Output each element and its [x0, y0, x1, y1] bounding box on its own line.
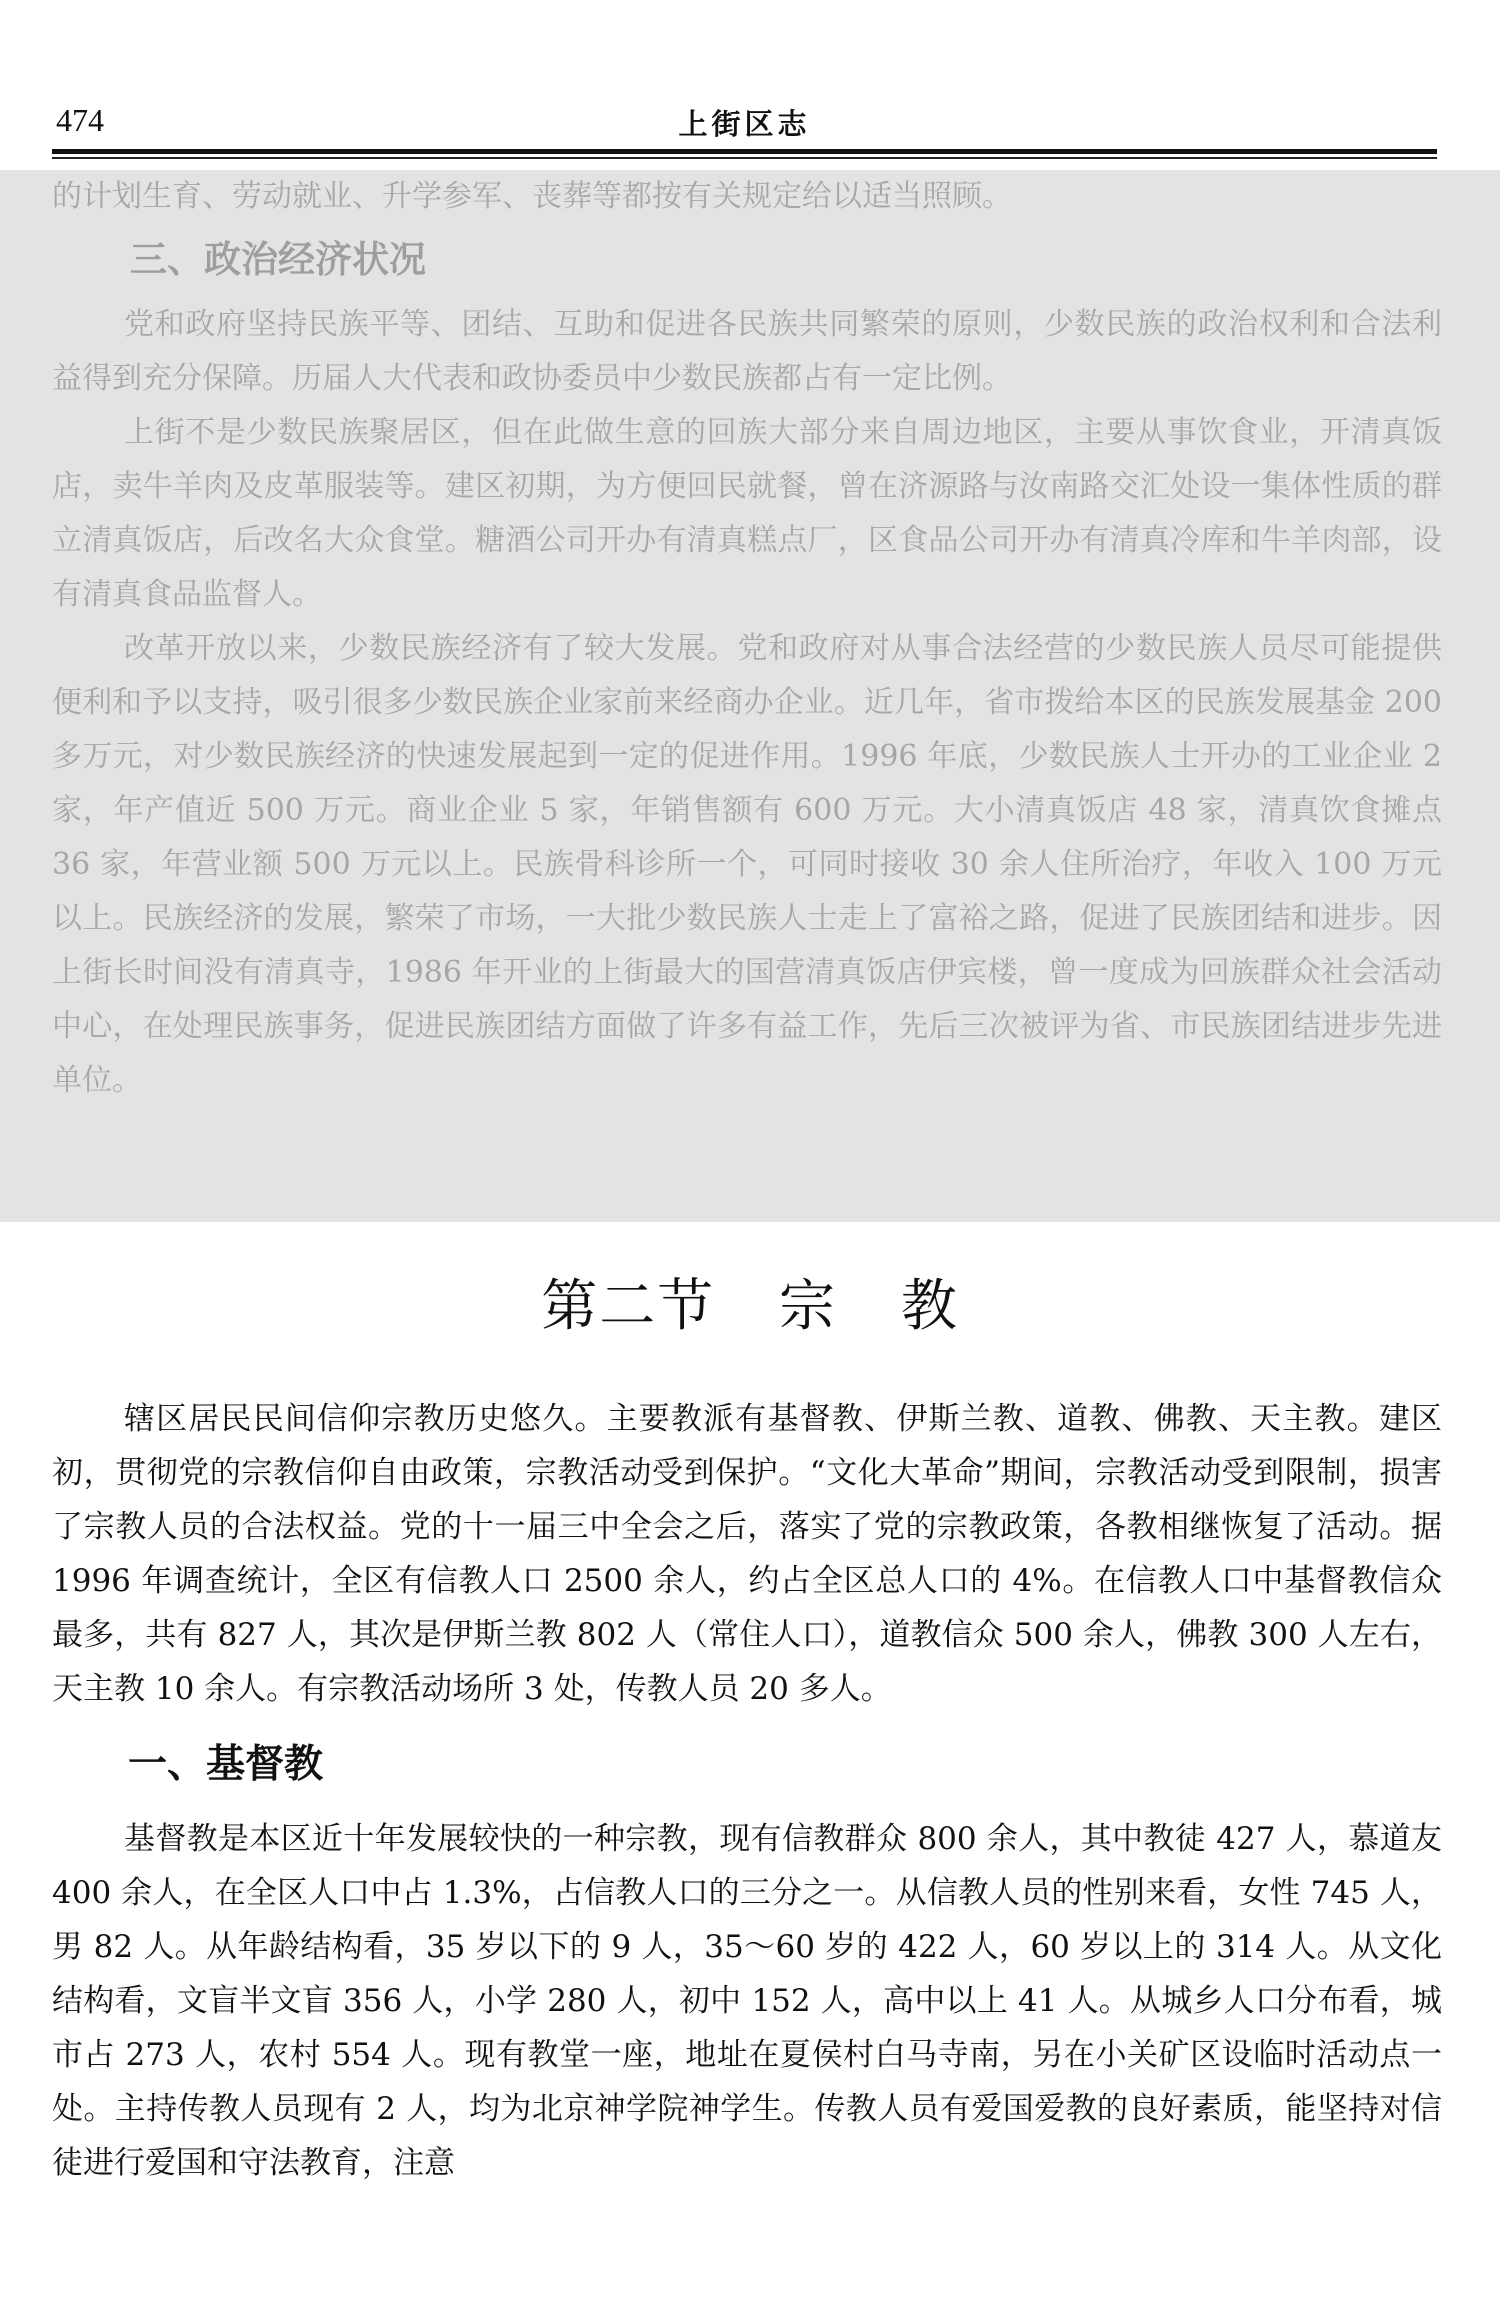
faded-paragraph: 上街不是少数民族聚居区，但在此做生意的回族大部分来自周边地区，主要从事饮食业，开清真饭店，卖牛羊肉及皮革服装等。建区初期，为方便回民就餐，曾在济源路与汝南路交汇处设一集体性质的群立清真饭店，后改名大众食堂。糖酒公司开办有清真糕点厂，区食品公司开办有清真冷库和牛羊肉部，设有清真食品监督人。	[52, 415, 1442, 612]
section-title	[0, 1262, 1500, 1342]
page-number: 474	[56, 102, 104, 138]
section-title-part: 教	[900, 1274, 959, 1339]
header-rule-thick	[52, 149, 1437, 154]
section-title-part: 第二节	[541, 1274, 716, 1339]
faded-paragraph: 党和政府坚持民族平等、团结、互助和促进各民族共同繁荣的原则，少数民族的政治权利和合法利益得到充分保障。历届人大代表和政协委员中少数民族都占有一定比例。	[52, 307, 1442, 396]
intro-paragraph: 辖区居民民间信仰宗教历史悠久。主要教派有基督教、伊斯兰教、道教、佛教、天主教。建区初，贯彻党的宗教信仰自由政策，宗教活动受到保护。“文化大革命”期间，宗教活动受到限制，损害了宗教人员的合法权益。党的十一届三中全会之后，落实了党的宗教政策，各教相继恢复了活动。据 1996 年调查统计，全区有信教人口 2500 余人，约占全区总人口的 4%。在信教人口中基督教信众最多，共有 827 人，其次是伊斯兰教 802 人（常住人口），道教信众 500 余人，佛教 300 人左右，天主教 10 余人。有宗教活动场所 3 处，传教人员 20 多人。	[52, 1401, 1442, 1707]
page-header	[52, 92, 1437, 148]
faded-highlight-region	[0, 170, 1500, 1222]
subheading-christianity: 一、基督教	[128, 1741, 324, 1787]
section-body	[52, 1392, 1442, 2190]
running-title: 上街区志	[678, 107, 811, 141]
faded-paragraph-continued: 的计划生育、劳动就业、升学参军、丧葬等都按有关规定给以适当照顾。	[52, 179, 1012, 214]
faded-paragraph: 改革开放以来，少数民族经济有了较大发展。党和政府对从事合法经营的少数民族人员尽可能提供便利和予以支持，吸引很多少数民族企业家前来经商办企业。近几年，省市拨给本区的民族发展基金 200 多万元，对少数民族经济的快速发展起到一定的促进作用。1996 年底，少数民族人士开办的工业企业 2 家，年产值近 500 万元。商业企业 5 家，年销售额有 600 万元。大小清真饭店 48 家，清真饮食摊点 36 家，年营业额 500 万元以上。民族骨科诊所一个，可同时接收 30 余人住所治疗，年收入 100 万元以上。民族经济的发展，繁荣了市场，一大批少数民族人士走上了富裕之路，促进了民族团结和进步。因上街长时间没有清真寺，1986 年开业的上街最大的国营清真饭店伊宾楼，曾一度成为回族群众社会活动中心，在处理民族事务，促进民族团结方面做了许多有益工作，先后三次被评为省、市民族团结进步先进单位。	[52, 631, 1442, 1098]
section-title-part: 宗	[779, 1274, 837, 1339]
faded-heading-politics-economy: 三、政治经济状况	[130, 237, 426, 281]
header-rule-thin	[52, 157, 1437, 159]
christianity-paragraph: 基督教是本区近十年发展较快的一种宗教，现有信教群众 800 余人，其中教徒 427 人，慕道友 400 余人，在全区人口中占 1.3%，占信教人口的三分之一。从信教人员的性别来看，女性 745 人，男 82 人。从年龄结构看，35 岁以下的 9 人，35～60 岁的 422 人，60 岁以上的 314 人。从文化结构看，文盲半文盲 356 人，小学 280 人，初中 152 人，高中以上 41 人。从城乡人口分布看，城市占 273 人，农村 554 人。现有教堂一座，地址在夏侯村白马寺南，另在小关矿区设临时活动点一处。主持传教人员现有 2 人，均为北京神学院神学生。传教人员有爱国爱教的良好素质，能坚持对信徒进行爱国和守法教育，注意	[52, 1821, 1442, 2181]
